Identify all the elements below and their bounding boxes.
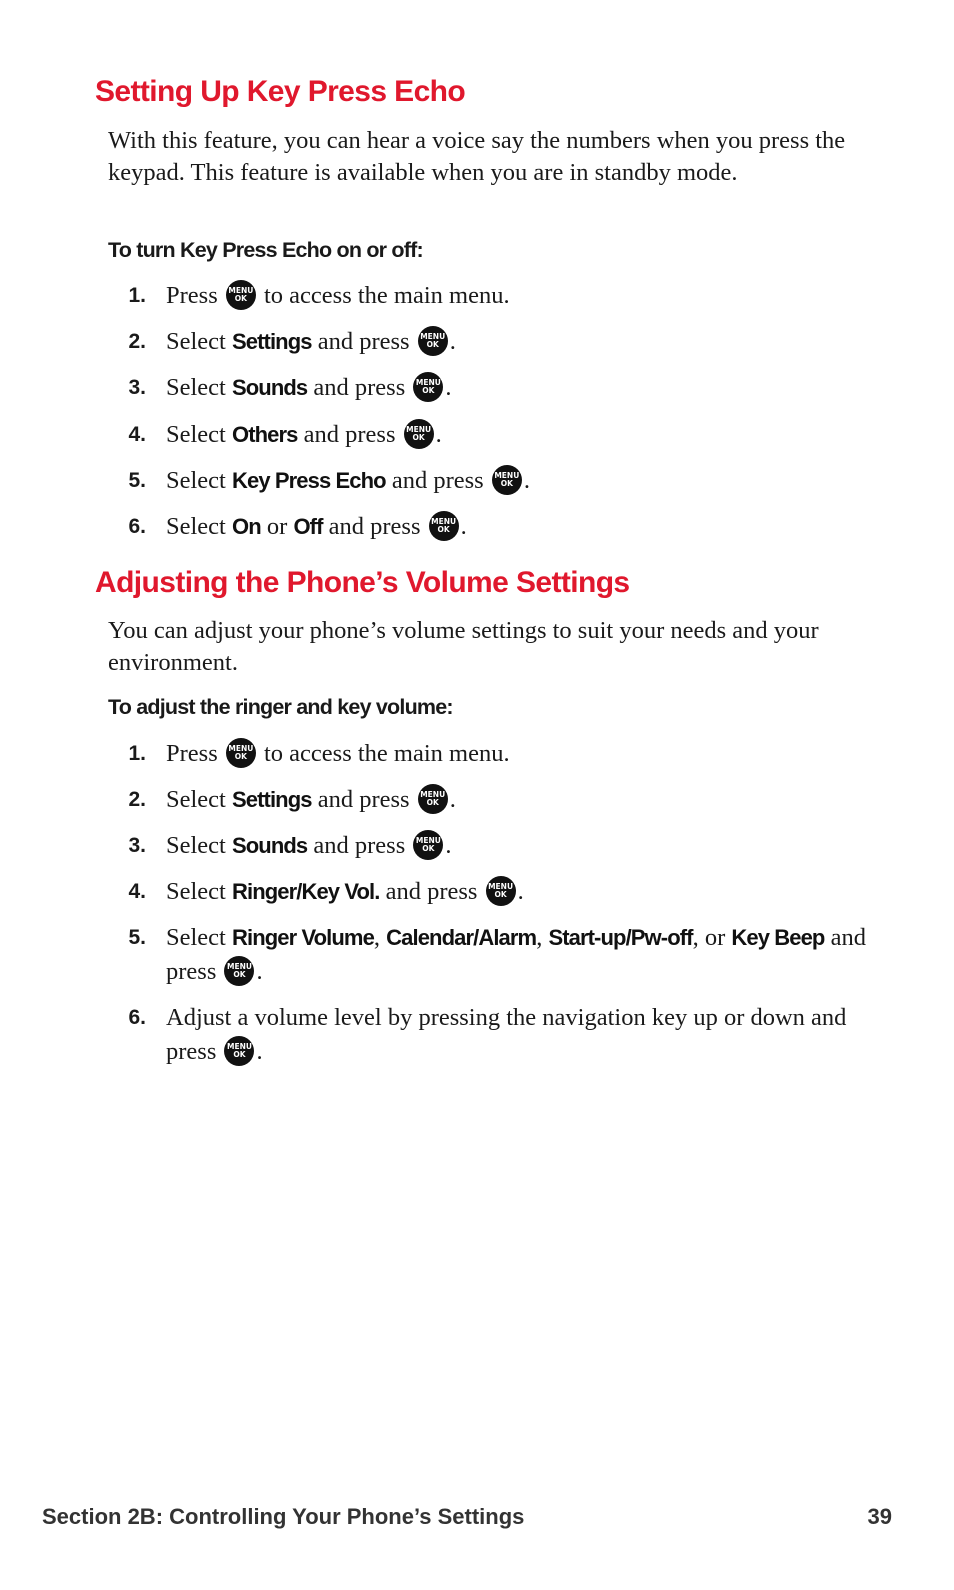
menu-ok-key-icon [224,1036,254,1066]
step-item [108,783,878,817]
menu-key-label-bottom: OK [422,844,435,853]
menu-option-keyword: Ringer/Key Vol. [232,879,380,904]
step-text: Adjust a volume level by pressing the navigation key up or down and press MENU OK . [166,1004,847,1065]
menu-ok-key-icon [226,738,256,768]
menu-ok-key-icon [413,372,443,402]
step-item [108,279,878,313]
menu-option-keyword: Key Beep [731,925,825,950]
step-number: 6. [128,1006,146,1029]
step-item [108,875,878,909]
menu-ok-key-icon [404,419,434,449]
step-number: 5. [128,926,146,949]
step-item [108,1001,878,1069]
menu-key-label-top: MENU [420,790,446,799]
step-item [108,510,878,544]
step-text: Press MENU OK to access the main menu. [166,740,510,767]
menu-key-label-bottom: OK [437,525,450,534]
menu-ok-key-icon [413,830,443,860]
step-text: Select Ringer Volume, Calendar/Alarm, Start-up/Pw-off, or Key Beep and press MENU OK . [166,924,866,985]
menu-key-label-bottom: OK [426,340,439,349]
section-intro-volume-settings: You can adjust your phone’s volume settings to suit your needs and your environment. [108,617,819,676]
step-number: 4. [128,880,146,903]
menu-option-keyword: Calendar/Alarm [386,925,537,950]
section-title-volume-settings: Adjusting the Phone’s Volume Settings [95,566,630,599]
menu-key-label-bottom: OK [233,1050,246,1059]
step-text: Select Sounds and press MENU OK . [166,374,452,401]
menu-key-label-top: MENU [420,332,446,341]
step-text: Select Ringer/Key Vol. and press MENU OK . [166,878,524,905]
step-text: Select Sounds and press MENU OK . [166,832,452,859]
menu-key-label-bottom: OK [422,386,435,395]
step-text: Select Settings and press MENU OK . [166,328,456,355]
step-number: 1. [128,284,146,307]
menu-ok-key-icon [226,280,256,310]
menu-ok-key-icon [492,465,522,495]
menu-key-label-bottom: OK [234,294,247,303]
menu-key-label-bottom: OK [426,798,439,807]
menu-key-label-bottom: OK [412,433,425,442]
menu-key-label-top: MENU [488,882,514,891]
step-number: 5. [128,469,146,492]
menu-option-keyword: Ringer Volume [232,925,374,950]
menu-ok-key-icon [418,784,448,814]
step-number: 4. [128,423,146,446]
menu-option-keyword: Sounds [232,375,308,400]
footer-section-label: Section 2B: Controlling Your Phone’s Settings [42,1504,525,1529]
menu-key-label-top: MENU [415,836,441,845]
step-item [108,464,878,498]
step-text: Press MENU OK to access the main menu. [166,282,510,309]
step-number: 2. [128,330,146,353]
step-item [108,829,878,863]
menu-key-label-top: MENU [406,425,432,434]
menu-key-label-bottom: OK [233,970,246,979]
procedure-heading-volume-settings: To adjust the ringer and key volume: [108,695,453,719]
menu-option-keyword: Settings [232,787,312,812]
menu-option-keyword: Key Press Echo [232,468,386,493]
step-number: 3. [128,834,146,857]
step-number: 2. [128,788,146,811]
step-text: Select Others and press MENU OK . [166,421,442,448]
menu-key-label-top: MENU [227,1042,252,1051]
step-item [108,418,878,452]
menu-key-label-top: MENU [228,744,254,753]
menu-key-label-top: MENU [415,378,441,387]
menu-option-keyword: Off [293,514,323,539]
section-intro-key-press-echo: With this feature, you can hear a voice say the numbers when you press the keypad. This feature is available when you are in standby mode. [108,127,846,186]
menu-key-label-top: MENU [227,962,252,971]
menu-ok-key-icon [224,956,254,986]
menu-option-keyword: Sounds [232,833,308,858]
menu-key-label-top: MENU [494,471,520,480]
menu-key-label-top: MENU [431,517,457,526]
step-number: 1. [128,742,146,765]
menu-key-label-top: MENU [228,286,254,295]
menu-ok-key-icon [486,876,516,906]
section-title-key-press-echo: Setting Up Key Press Echo [95,75,466,108]
step-item [108,325,878,359]
menu-ok-key-icon [429,511,459,541]
step-item [108,921,878,989]
step-text: Select On or Off and press MENU OK . [166,513,467,540]
menu-option-keyword: Others [232,422,298,447]
footer-page-number: 39 [867,1504,892,1529]
step-text: Select Key Press Echo and press MENU OK . [166,467,530,494]
step-item [108,371,878,405]
menu-ok-key-icon [418,326,448,356]
menu-option-keyword: Settings [232,329,312,354]
menu-key-label-bottom: OK [494,890,507,899]
step-number: 6. [128,515,146,538]
step-text: Select Settings and press MENU OK . [166,786,456,813]
menu-option-keyword: Start-up/Pw-off [548,925,693,950]
menu-option-keyword: On [232,514,261,539]
step-number: 3. [128,376,146,399]
step-item [108,737,878,771]
menu-key-label-bottom: OK [500,479,513,488]
menu-key-label-bottom: OK [234,752,247,761]
procedure-heading-key-press-echo: To turn Key Press Echo on or off: [108,238,423,262]
